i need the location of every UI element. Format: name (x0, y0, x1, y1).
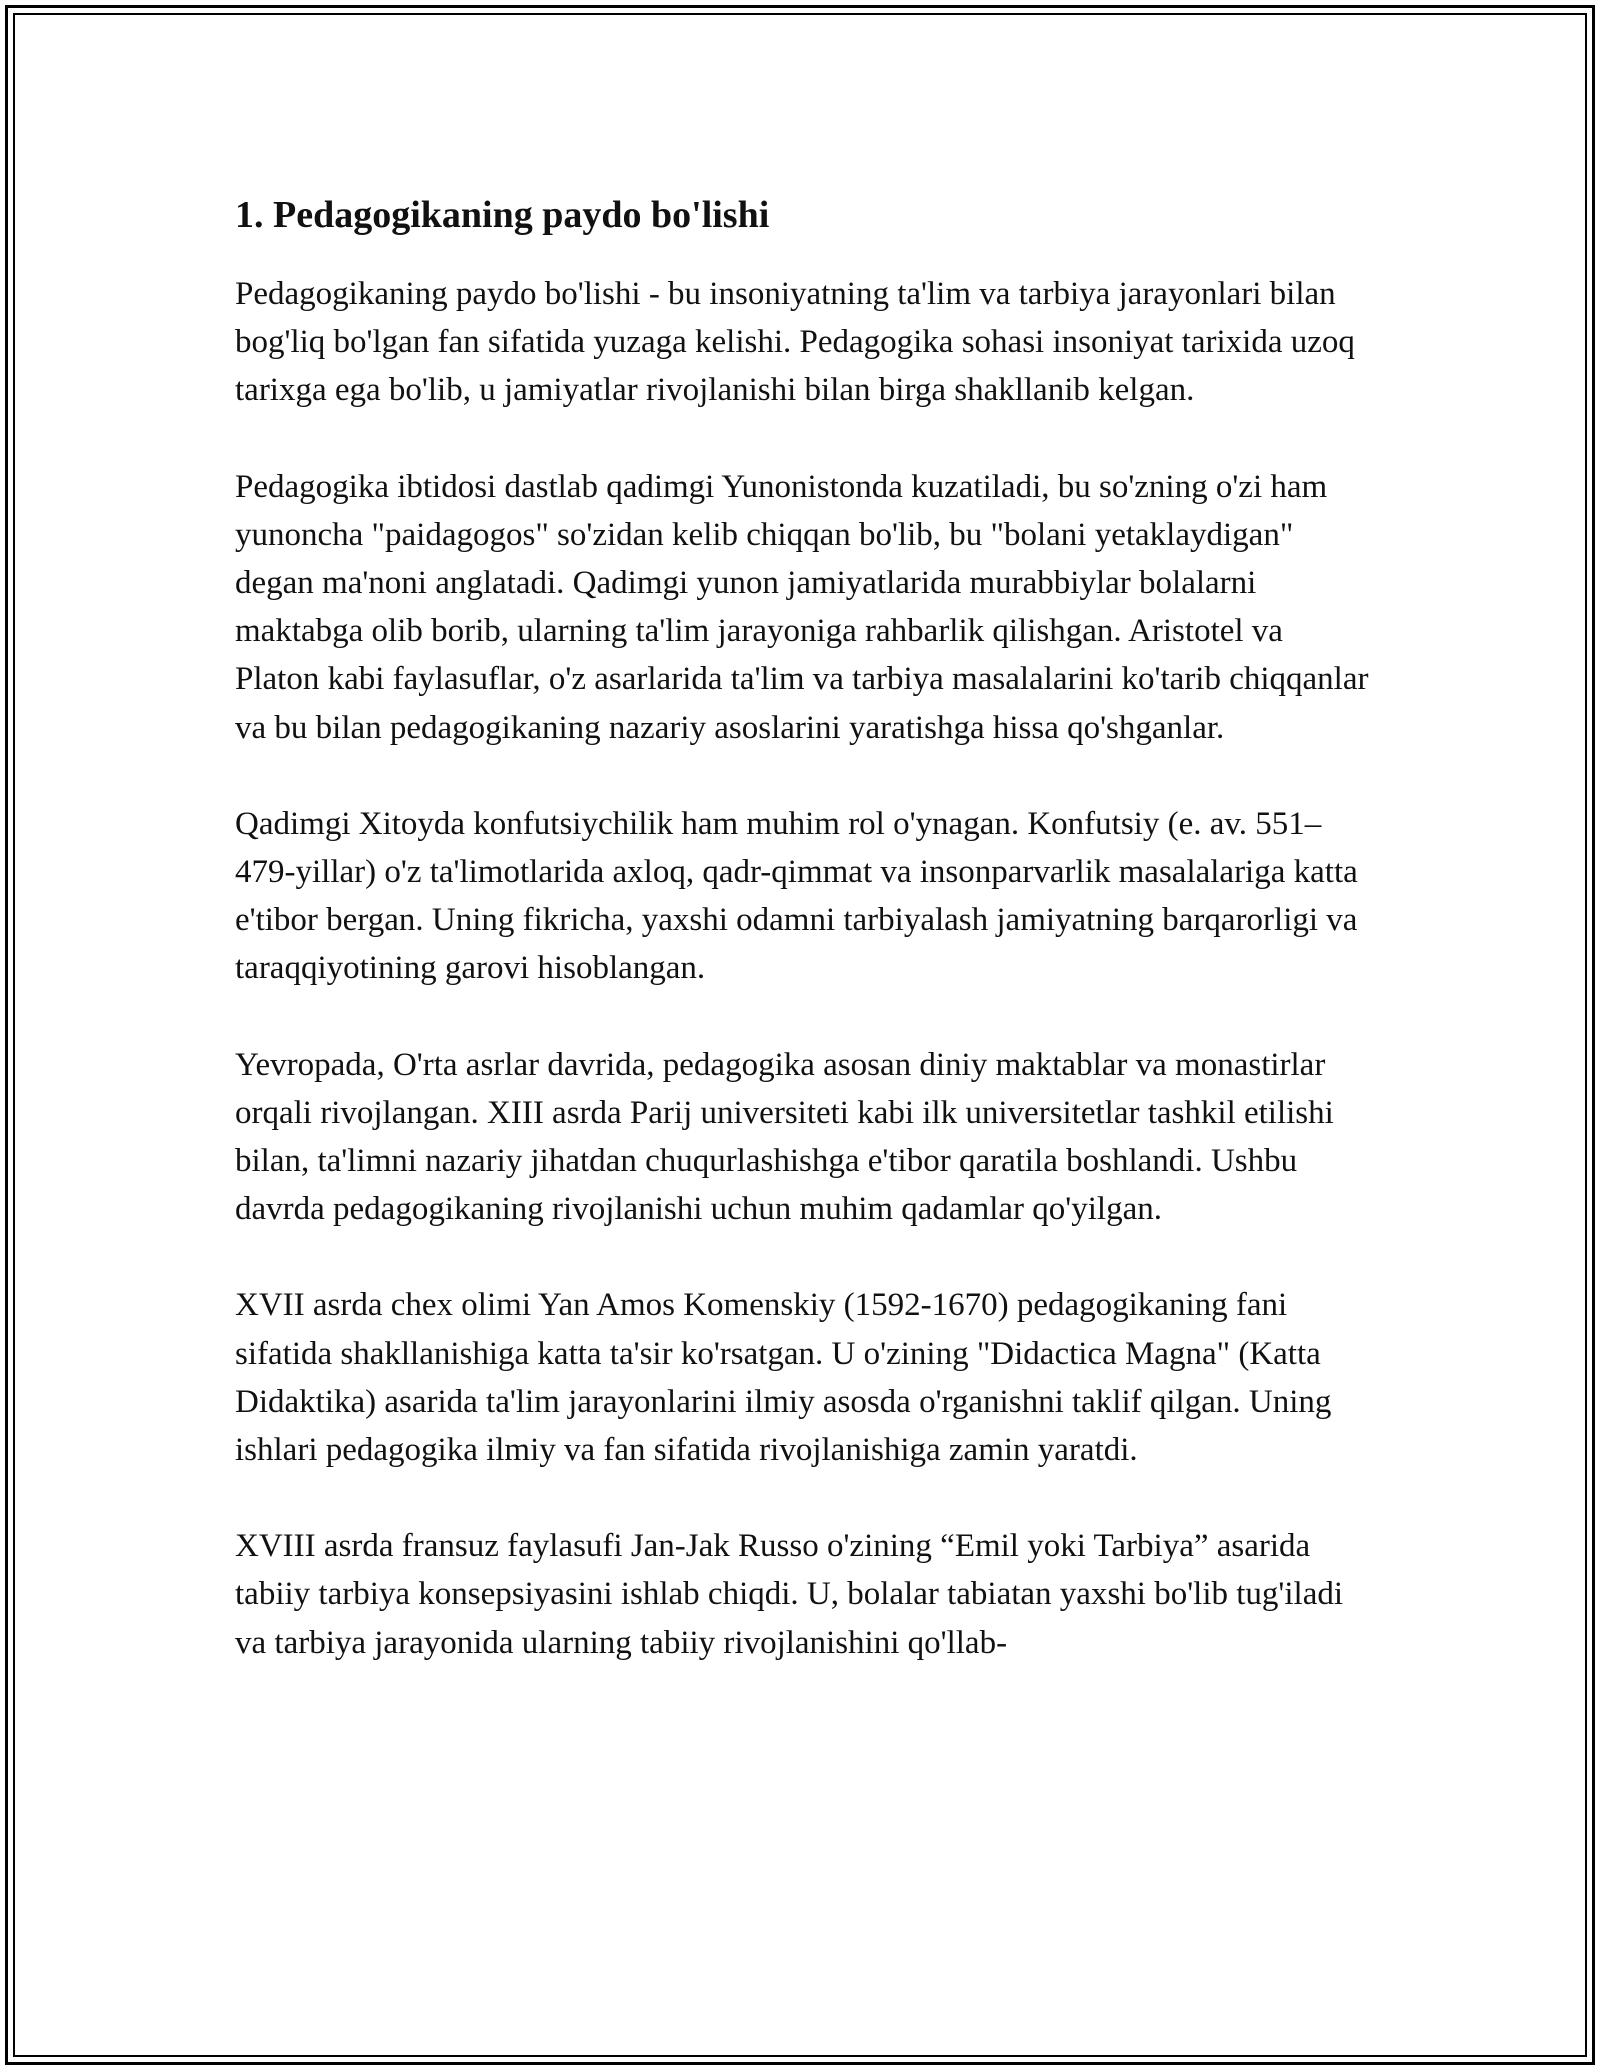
paragraph: Pedagogika ibtidosi dastlab qadimgi Yunonistonda kuzatiladi, bu so'zning o'zi ham yunoncha "paidagogos" so'zidan kelib chiqqan bo'lib, bu "bolani yetaklaydigan" degan ma'noni anglatadi. Qadimgi yunon jamiyatlarida murabbiylar bolalarni maktabga olib borib, ularning ta'lim jarayoniga rahbarlik qilishgan. Aristotel va Platon kabi faylasuflar, o'z asarlarida ta'lim va tarbiya masalalarini ko'tarib chiqqanlar va bu bilan pedagogikaning nazariy asoslarini yaratishga hissa qo'shganlar. (235, 468, 1369, 746)
paragraph: Yevropada, O'rta asrlar davrida, pedagogika asosan diniy maktablar va monastirlar orqali rivojlangan. XIII asrda Parij universiteti kabi ilk universitetlar tashkil etilishi bilan, ta'limni nazariy jihatdan chuqurlashishga e'tibor qaratila boshlandi. Ushbu davrda pedagogikaning rivojlanishi uchun muhim qadamlar qo'yilgan. (235, 1046, 1334, 1228)
document-body (235, 190, 1375, 1667)
section-title: 1. Pedagogikaning paydo bo'lishi (235, 194, 770, 236)
paragraph: Qadimgi Xitoyda konfutsiychilik ham muhim rol o'ynagan. Konfutsiy (e. av. 551–479-yillar) o'z ta'limotlarida axloq, qadr-qimmat va insonparvarlik masalalariga katta e'tibor bergan. Uning fikricha, yaxshi odamni tarbiyalash jamiyatning barqarorligi va taraqqiyotining garovi hisoblangan. (235, 805, 1358, 987)
paragraph: XVII asrda chex olimi Yan Amos Komenskiy (1592-1670) pedagogikaning fani sifatida shakllanishiga katta ta'sir ko'rsatgan. U o'zining "Didactica Magna" (Katta Didaktika) asarida ta'lim jarayonlarini ilmiy asosda o'rganishni taklif qilgan. Uning ishlari pedagogika ilmiy va fan sifatida rivojlanishiga zamin yaratdi. (235, 1287, 1332, 1469)
paragraph: XVIII asrda fransuz faylasufi Jan-Jak Russo o'zining “Emil yoki Tarbiya” asarida tabiiy tarbiya konsepsiyasini ishlab chiqdi. U, bolalar tabiatan yaxshi bo'lib tug'iladi va tarbiya jarayonida ularning tabiiy rivojlanishini qo'llab- (235, 1528, 1344, 1661)
paragraph: Pedagogikaning paydo bo'lishi - bu insoniyatning ta'lim va tarbiya jarayonlari bilan bog'liq bo'lgan fan sifatida yuzaga kelishi. Pedagogika sohasi insoniyat tarixida uzoq tarixga ega bo'lib, u jamiyatlar rivojlanishi bilan birga shakllanib kelgan. (235, 276, 1355, 409)
